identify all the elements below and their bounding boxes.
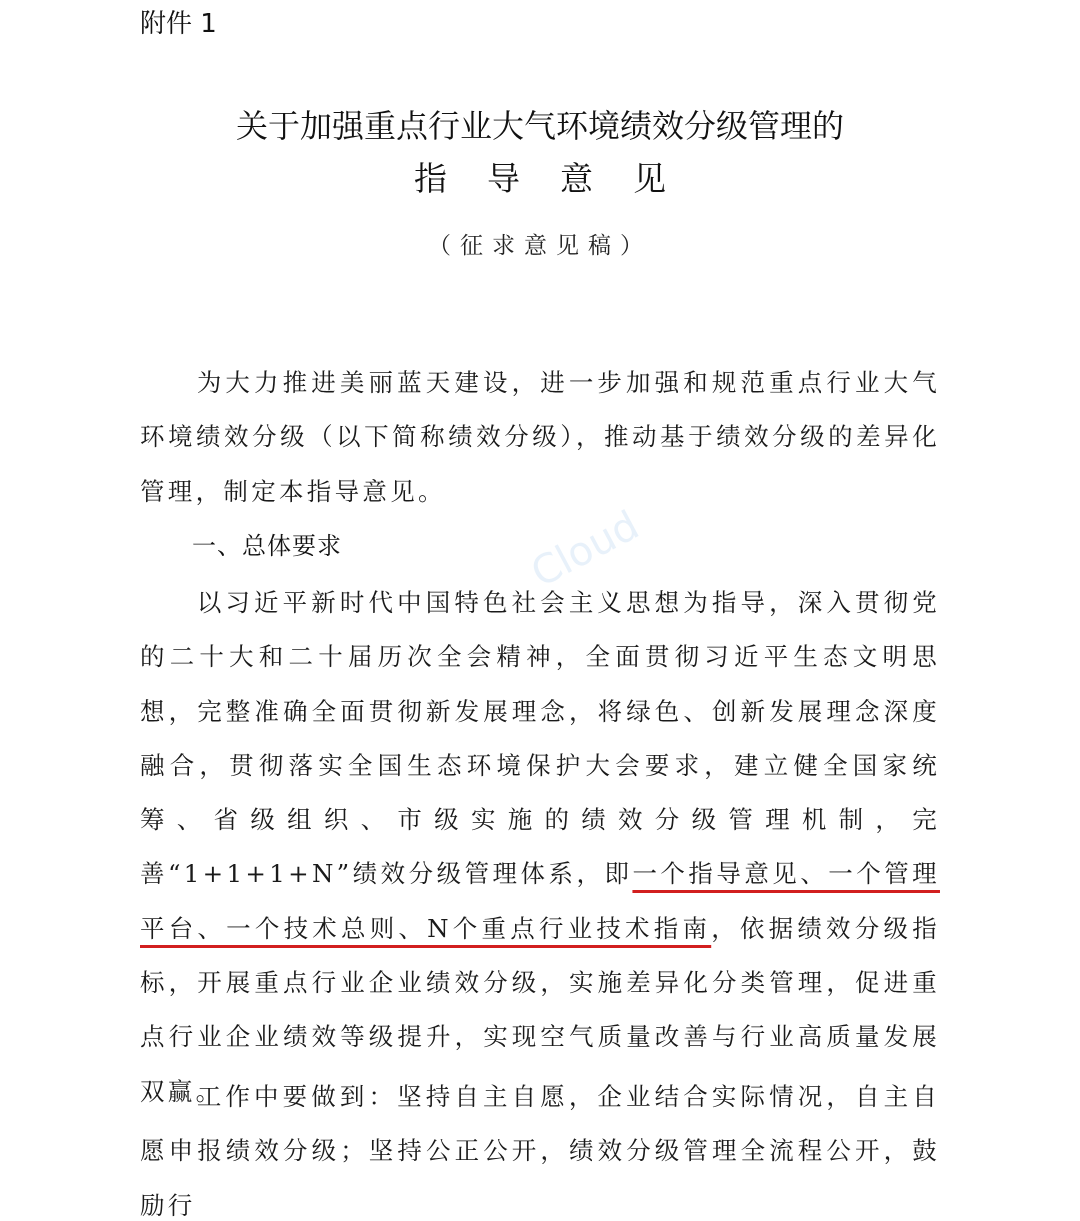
paragraph-work-principles	[140, 1070, 940, 1221]
paragraph-general-requirements	[140, 576, 940, 1119]
paragraph-work-principles-text: 工作中要做到：坚持自主自愿，企业结合实际情况，自主自愿申报绩效分级；坚持公正公开，绩效分级管理全流程公开，鼓励行	[140, 1082, 940, 1220]
document-title-line1: 关于加强重点行业大气环境绩效分级管理的	[235, 107, 844, 145]
document-subtitle: （征求意见稿）	[428, 233, 652, 259]
section-heading-general-requirements: 一、总体要求	[192, 532, 342, 560]
paragraph-intro	[140, 356, 940, 519]
watermark: Cloud	[524, 502, 647, 597]
paragraph-intro-text: 为大力推进美丽蓝天建设，进一步加强和规范重点行业大气环境绩效分级（以下简称绩效分级），推动基于绩效分级的差异化管理，制定本指导意见。	[140, 368, 940, 506]
document-title-line2: 指导意见	[414, 159, 706, 198]
red-underlined-text: 一个指导意见、一个管理平台、一个技术总则、N个重点行业技术指南	[140, 859, 940, 943]
paragraph-text-part2: ，依据绩效分级指标，开展重点行业企业绩效分级，实施差异化分类管理，促进重点行业企业绩效等级提升，实现空气质量改善与行业高质量发展双赢。	[140, 913, 940, 1106]
paragraph-text-part1: 以习近平新时代中国特色社会主义思想为指导，深入贯彻党的二十大和二十届历次全会精神，全面贯彻习近平生态文明思想，完整准确全面贯彻新发展理念，将绿色、创新发展理念深度融合，贯彻落实全国生态环境保护大会要求，建立健全国家统筹、省级组织、市级实施的绩效分级管理机制，完善“1+1+1+N”绩效分级管理体系，即	[140, 588, 940, 889]
attachment-label: 附件 1	[140, 9, 217, 39]
